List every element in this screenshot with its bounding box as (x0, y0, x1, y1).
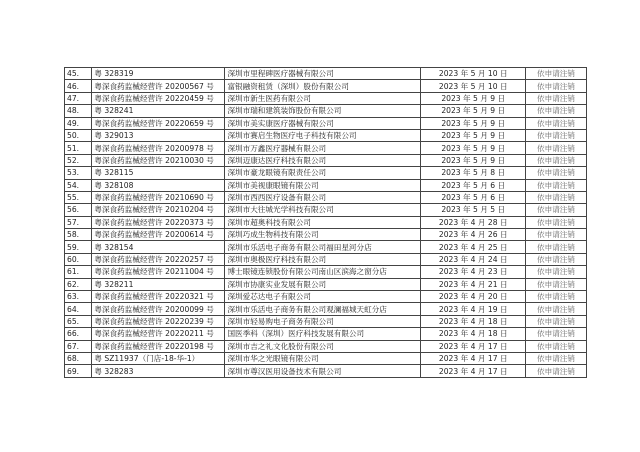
license-number: 粤深食药监械经营许 20210204 号 (92, 204, 225, 216)
license-number: 粤深食药监械经营许 20200099 号 (92, 303, 225, 315)
cancellation-date: 2023 年 4 月 17 日 (421, 365, 526, 377)
company-name: 深圳市西西医疗设备有限公司 (225, 191, 421, 203)
cancellation-date: 2023 年 5 月 9 日 (421, 105, 526, 117)
row-number: 55. (65, 191, 92, 203)
company-name: 深圳市瑞和建筑装饰股份有限公司 (225, 105, 421, 117)
license-number: 粤 SZ11937（门店-18-华-1） (92, 352, 225, 364)
cancellation-date: 2023 年 4 月 25 日 (421, 241, 526, 253)
table-row (65, 142, 587, 154)
cancellation-date: 2023 年 5 月 5 日 (421, 204, 526, 216)
table-row (65, 191, 587, 203)
cancellation-date: 2023 年 4 月 28 日 (421, 216, 526, 228)
cancellation-reason: 依申请注销 (526, 291, 587, 303)
company-name: 深圳市超奥科技有限公司 (225, 216, 421, 228)
cancellation-reason: 依申请注销 (526, 253, 587, 265)
cancellation-reason: 依申请注销 (526, 365, 587, 377)
license-number: 粤 328108 (92, 179, 225, 191)
row-number: 56. (65, 204, 92, 216)
table-row (65, 80, 587, 92)
license-number: 粤深食药监械经营许 20220211 号 (92, 328, 225, 340)
table-row (65, 266, 587, 278)
table-body (65, 68, 587, 378)
row-number: 46. (65, 80, 92, 92)
table-row (65, 92, 587, 104)
table-row (65, 68, 587, 80)
cancellation-reason: 依申请注销 (526, 191, 587, 203)
cancellation-reason: 依申请注销 (526, 340, 587, 352)
cancellation-date: 2023 年 4 月 21 日 (421, 278, 526, 290)
cancellation-date: 2023 年 5 月 10 日 (421, 68, 526, 80)
cancellation-reason: 依申请注销 (526, 303, 587, 315)
license-number: 粤 329013 (92, 129, 225, 141)
cancellation-reason: 依申请注销 (526, 241, 587, 253)
license-number: 粤深食药监械经营许 20220257 号 (92, 253, 225, 265)
license-number: 粤深食药监械经营许 20220373 号 (92, 216, 225, 228)
company-name: 深圳爱芯达电子有限公司 (225, 291, 421, 303)
license-number: 粤深食药监械经营许 20200614 号 (92, 229, 225, 241)
cancellation-date: 2023 年 4 月 26 日 (421, 229, 526, 241)
license-number: 粤深食药监械经营许 20211004 号 (92, 266, 225, 278)
row-number: 64. (65, 303, 92, 315)
cancellation-date: 2023 年 5 月 9 日 (421, 142, 526, 154)
table-row (65, 216, 587, 228)
row-number: 66. (65, 328, 92, 340)
company-name: 深圳市乐活电子商务有限公司福田星河分店 (225, 241, 421, 253)
license-number: 粤深食药监械经营许 20220321 号 (92, 291, 225, 303)
license-number: 粤深食药监械经营许 20220659 号 (92, 117, 225, 129)
row-number: 51. (65, 142, 92, 154)
table-row (65, 278, 587, 290)
row-number: 48. (65, 105, 92, 117)
cancellation-reason: 依申请注销 (526, 129, 587, 141)
row-number: 67. (65, 340, 92, 352)
company-name: 深圳巧成生物科技有限公司 (225, 229, 421, 241)
cancellation-date: 2023 年 4 月 18 日 (421, 328, 526, 340)
license-number: 粤 328319 (92, 68, 225, 80)
table-row (65, 352, 587, 364)
company-name: 深圳市轻易购电子商务有限公司 (225, 315, 421, 327)
row-number: 68. (65, 352, 92, 364)
cancellation-reason: 依申请注销 (526, 328, 587, 340)
company-name: 深圳市美视康眼镜有限公司 (225, 179, 421, 191)
cancellation-reason: 依申请注销 (526, 179, 587, 191)
table-row (65, 241, 587, 253)
cancellation-date: 2023 年 5 月 8 日 (421, 167, 526, 179)
cancellation-date: 2023 年 5 月 6 日 (421, 179, 526, 191)
row-number: 54. (65, 179, 92, 191)
table-row (65, 129, 587, 141)
table-row (65, 154, 587, 166)
table-row (65, 204, 587, 216)
row-number: 69. (65, 365, 92, 377)
company-name: 深圳市豪龙眼镜有限责任公司 (225, 167, 421, 179)
company-name: 深圳市尊汉医用设备技术有限公司 (225, 365, 421, 377)
table-row (65, 229, 587, 241)
cancellation-reason: 依申请注销 (526, 229, 587, 241)
cancellation-reason: 依申请注销 (526, 68, 587, 80)
company-name: 国医季科（深圳）医疗科技发展有限公司 (225, 328, 421, 340)
company-name: 深圳市赛启生物医疗电子科技有限公司 (225, 129, 421, 141)
table-row (65, 291, 587, 303)
license-number: 粤 328211 (92, 278, 225, 290)
row-number: 53. (65, 167, 92, 179)
cancellation-date: 2023 年 5 月 9 日 (421, 117, 526, 129)
row-number: 58. (65, 229, 92, 241)
row-number: 50. (65, 129, 92, 141)
cancellation-reason: 依申请注销 (526, 117, 587, 129)
cancellation-date: 2023 年 5 月 9 日 (421, 92, 526, 104)
cancellation-reason: 依申请注销 (526, 266, 587, 278)
license-number: 粤深食药监械经营许 20200567 号 (92, 80, 225, 92)
cancellation-date: 2023 年 4 月 17 日 (421, 340, 526, 352)
cancellation-reason: 依申请注销 (526, 352, 587, 364)
cancellation-reason: 依申请注销 (526, 167, 587, 179)
company-name: 深圳市吉之礼文化股份有限公司 (225, 340, 421, 352)
row-number: 57. (65, 216, 92, 228)
row-number: 45. (65, 68, 92, 80)
cancellation-reason: 依申请注销 (526, 216, 587, 228)
table-row (65, 105, 587, 117)
row-number: 63. (65, 291, 92, 303)
company-name: 深圳市里程碑医疗器械有限公司 (225, 68, 421, 80)
cancellation-reason: 依申请注销 (526, 154, 587, 166)
cancellation-reason: 依申请注销 (526, 315, 587, 327)
company-name: 深圳市大往城光学科技有限公司 (225, 204, 421, 216)
company-name: 博士眼镜连锁股份有限公司南山区滨海之窗分店 (225, 266, 421, 278)
table-row (65, 303, 587, 315)
license-cancellation-table (64, 67, 587, 378)
cancellation-date: 2023 年 4 月 20 日 (421, 291, 526, 303)
license-number: 粤 328283 (92, 365, 225, 377)
company-name: 富银融资租赁（深圳）股份有限公司 (225, 80, 421, 92)
table-row (65, 117, 587, 129)
row-number: 52. (65, 154, 92, 166)
company-name: 深圳迈康达医疗科技有限公司 (225, 154, 421, 166)
company-name: 深圳市万鑫医疗器械有限公司 (225, 142, 421, 154)
row-number: 60. (65, 253, 92, 265)
company-name: 深圳市华之光眼镜有限公司 (225, 352, 421, 364)
table-row (65, 365, 587, 377)
row-number: 59. (65, 241, 92, 253)
table-row (65, 340, 587, 352)
company-name: 深圳市美实康医疗器械有限公司 (225, 117, 421, 129)
cancellation-date: 2023 年 5 月 9 日 (421, 154, 526, 166)
cancellation-date: 2023 年 5 月 6 日 (421, 191, 526, 203)
company-name: 深圳市新生医药有限公司 (225, 92, 421, 104)
cancellation-reason: 依申请注销 (526, 92, 587, 104)
cancellation-reason: 依申请注销 (526, 142, 587, 154)
table-row (65, 179, 587, 191)
license-number: 粤深食药监械经营许 20220459 号 (92, 92, 225, 104)
cancellation-date: 2023 年 4 月 17 日 (421, 352, 526, 364)
cancellation-date: 2023 年 5 月 10 日 (421, 80, 526, 92)
license-number: 粤深食药监械经营许 20210030 号 (92, 154, 225, 166)
table-row (65, 315, 587, 327)
row-number: 49. (65, 117, 92, 129)
row-number: 65. (65, 315, 92, 327)
license-number: 粤 328241 (92, 105, 225, 117)
license-number: 粤深食药监械经营许 20200978 号 (92, 142, 225, 154)
cancellation-date: 2023 年 4 月 19 日 (421, 303, 526, 315)
cancellation-reason: 依申请注销 (526, 80, 587, 92)
company-name: 深圳市乐活电子商务有限公司观澜福城天虹分店 (225, 303, 421, 315)
cancellation-reason: 依申请注销 (526, 204, 587, 216)
license-number: 粤 328115 (92, 167, 225, 179)
company-name: 深圳市协康实业发展有限公司 (225, 278, 421, 290)
license-number: 粤深食药监械经营许 20220239 号 (92, 315, 225, 327)
company-name: 深圳市奥极医疗科技有限公司 (225, 253, 421, 265)
cancellation-date: 2023 年 4 月 24 日 (421, 253, 526, 265)
row-number: 47. (65, 92, 92, 104)
cancellation-reason: 依申请注销 (526, 278, 587, 290)
cancellation-date: 2023 年 4 月 18 日 (421, 315, 526, 327)
table-row (65, 328, 587, 340)
row-number: 62. (65, 278, 92, 290)
cancellation-reason: 依申请注销 (526, 105, 587, 117)
license-number: 粤 328154 (92, 241, 225, 253)
cancellation-date: 2023 年 5 月 9 日 (421, 129, 526, 141)
table-row (65, 167, 587, 179)
license-number: 粤深食药监械经营许 20210690 号 (92, 191, 225, 203)
row-number: 61. (65, 266, 92, 278)
license-number: 粤深食药监械经营许 20220198 号 (92, 340, 225, 352)
cancellation-date: 2023 年 4 月 23 日 (421, 266, 526, 278)
table-row (65, 253, 587, 265)
